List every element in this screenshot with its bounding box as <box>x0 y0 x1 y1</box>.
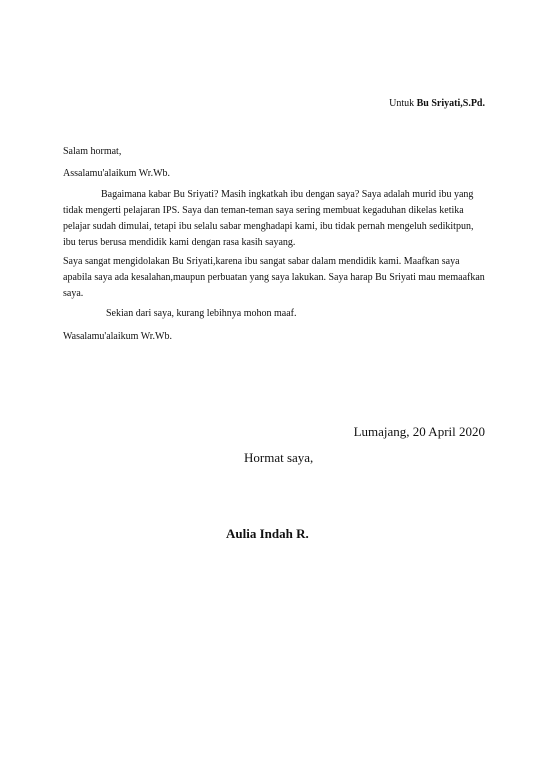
paragraph-1: Bagaimana kabar Bu Sriyati? Masih ingkatkah ibu dengan saya? Saya adalah murid ibu yang tidak mengerti pelajaran IPS. Saya dan teman-teman saya sering membuat kegaduhan dikelas ketika pelajar sudah dimulai, tetapi ibu selalu sabar menghadapi kami, ibu tidak pernah mengeluh sedikitpun, ibu terus berusa mendidik kami dengan rasa kasih sayang. <box>63 189 474 248</box>
greeting: Salam hormat, <box>63 146 122 157</box>
signoff: Hormat saya, <box>244 450 314 465</box>
opening-salutation: Assalamu'alaikum Wr.Wb. <box>63 168 171 179</box>
sender-name: Aulia Indah R. <box>226 526 309 541</box>
closing-line: Sekian dari saya, kurang lebihnya mohon maaf. <box>106 308 297 319</box>
recipient-prefix: Untuk <box>389 98 417 109</box>
recipient-line <box>389 97 485 110</box>
place-date: Lumajang, 20 April 2020 <box>353 424 485 439</box>
farewell-salutation: Wasalamu'alaikum Wr.Wb. <box>63 331 172 342</box>
paragraph-2: Saya sangat mengidolakan Bu Sriyati,karena ibu sangat sabar dalam mendidik kami. Maafkan saya apabila saya ada kesalahan,maupun perbuatan yang saya lakukan. Saya harap Bu Sriyati mau memaafkan saya. <box>63 256 485 299</box>
recipient-name: Bu Sriyati,S.Pd. <box>416 98 485 109</box>
